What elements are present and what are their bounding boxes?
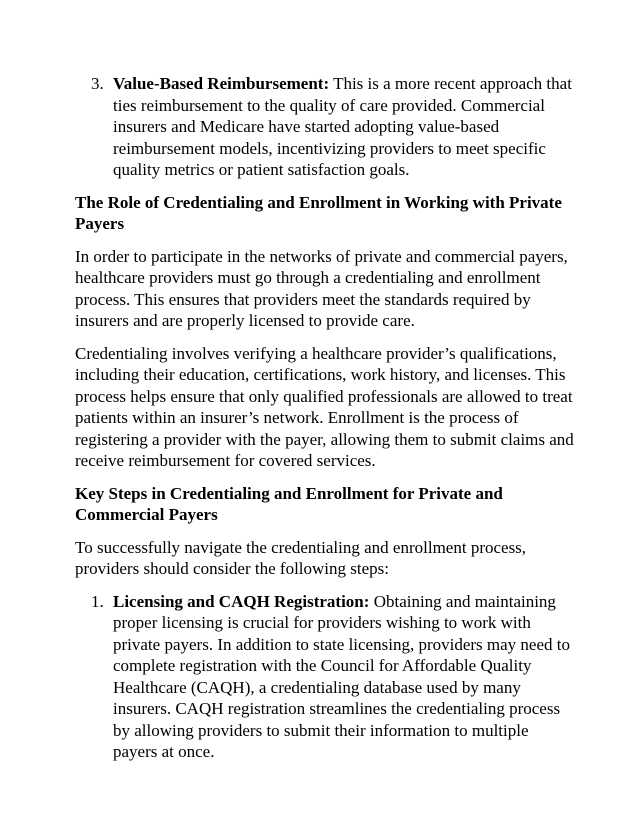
section-heading-key-steps: Key Steps in Credentialing and Enrollment for Private and Commercial Payers (75, 483, 503, 524)
list-item-text: This is a more recent approach that ties reimbursement to the quality of care provided. Commercial insurers and Medicare have started adopting value-based reimbursement models, incentivizing providers to meet specific quality metrics or patient satisfaction goals. (113, 74, 572, 179)
document-page (75, 73, 575, 763)
numbered-list-continued (75, 73, 575, 181)
numbered-list-key-steps (75, 591, 575, 763)
list-item-value-based-reimbursement (75, 73, 575, 181)
paragraph-networks-participation: In order to participate in the networks of private and commercial payers, healthcare providers must go through a credentialing and enrollment process. This ensures that providers meet the standards required by insurers and are properly licensed to provide care. (75, 246, 568, 330)
list-item-number: 3. (91, 74, 104, 93)
list-item-number: 1. (91, 591, 104, 611)
paragraph-credentialing-definition: Credentialing involves verifying a healthcare provider’s qualifications, including their education, certifications, work history, and licenses. This process helps ensure that only qualified professionals are allowed to treat patients within an insurer’s network. Enrollment is the process of registering a provider with the payer, allowing them to submit claims and receive reimbursement for covered services. (75, 343, 574, 470)
section-heading-role-of-credentialing: The Role of Credentialing and Enrollment in Working with Private Payers (75, 192, 562, 233)
paragraph-key-steps-intro: To successfully navigate the credentialing and enrollment process, providers should consider the following steps: (75, 537, 527, 578)
list-item-text: Obtaining and maintaining proper licensing is crucial for providers wishing to work with private payers. In addition to state licensing, providers may need to complete registration with the Council for Affordable Quality Healthcare (CAQH), a credentialing database used by many insurers. CAQH registration streamlines the credentialing process by allowing providers to submit their information to multiple payers at once. (113, 591, 570, 761)
list-item-term: Licensing and CAQH Registration: (113, 591, 370, 611)
list-item-licensing-caqh (75, 591, 575, 763)
list-item-term: Value-Based Reimbursement: (113, 74, 330, 93)
